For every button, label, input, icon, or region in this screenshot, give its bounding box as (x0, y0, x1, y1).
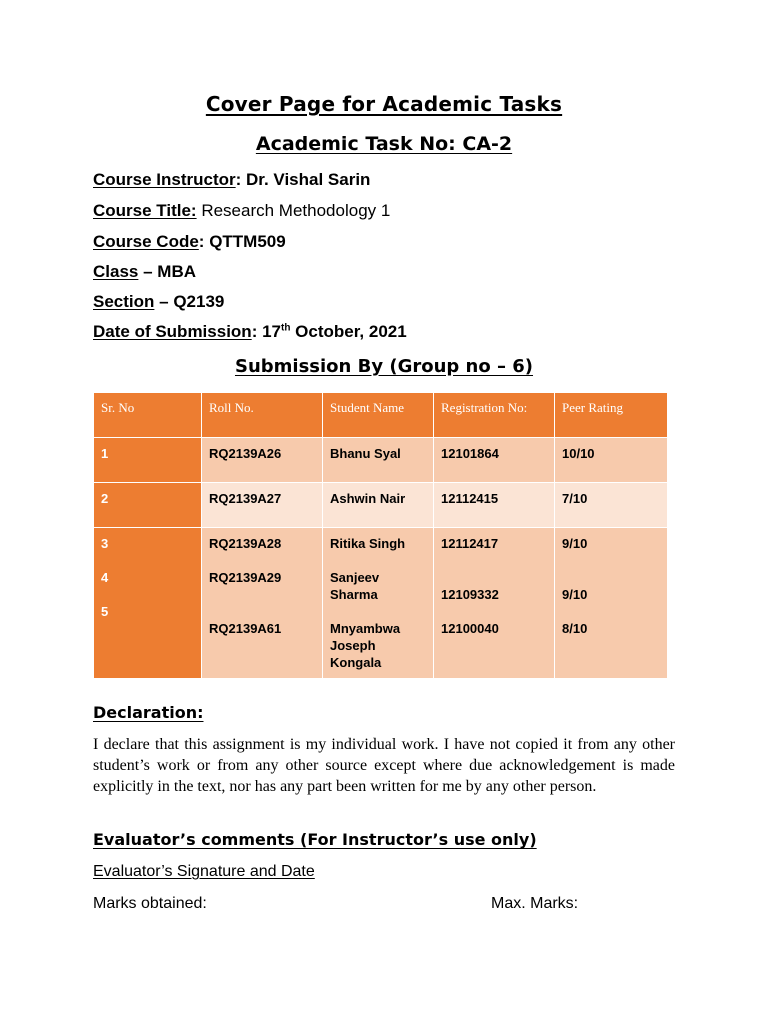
registration-no-cell (434, 483, 555, 528)
submission-date-suffix: th (281, 322, 291, 334)
cell-line (562, 552, 660, 569)
cell-line: RQ2139A61 (209, 621, 282, 636)
cell-line: 9/10 (562, 587, 588, 602)
peer-rating-cell (555, 483, 668, 528)
submission-date-line (93, 322, 407, 342)
cell-line (209, 603, 315, 620)
cell-line: 4 (101, 570, 109, 585)
registration-no-cell (434, 438, 555, 483)
cell-line (209, 586, 315, 603)
cell-line (209, 552, 315, 569)
header-sr-no: Sr. No (94, 393, 202, 438)
course-title-value: Research Methodology 1 (201, 201, 391, 220)
max-marks-label: Max. Marks: (491, 895, 579, 912)
header-peer-rating: Peer Rating (555, 393, 668, 438)
class-label: Class (93, 262, 139, 281)
cell-line (330, 552, 426, 569)
cell-line: 12112415 (441, 491, 499, 506)
sr-no-cell (94, 483, 202, 528)
cell-line (330, 603, 426, 620)
cell-line: 12100040 (441, 621, 499, 636)
cell-line: RQ2139A29 (209, 570, 282, 585)
cell-line: 9/10 (562, 536, 588, 551)
cell-line: Bhanu Syal (330, 446, 401, 461)
page-title: Cover Page for Academic Tasks (205, 92, 563, 116)
group-members-table (93, 392, 668, 679)
header-registration-no: Registration No: (434, 393, 555, 438)
section-label: Section (93, 292, 155, 311)
evaluator-signature-label: Evaluator’s Signature and Date (93, 863, 315, 880)
roll-no-cell (202, 528, 323, 679)
class-value: MBA (157, 262, 196, 281)
roll-no-cell (202, 438, 323, 483)
marks-obtained-label: Marks obtained: (93, 895, 207, 912)
cell-line: 3 (101, 536, 109, 551)
course-title-label: Course Title: (93, 201, 197, 220)
cell-line (441, 552, 547, 569)
cell-line (441, 603, 547, 620)
course-instructor-label: Course Instructor (93, 170, 236, 189)
cell-line: 1 (101, 446, 109, 461)
task-number: Academic Task No: CA-2 (255, 133, 513, 155)
cell-line: Ritika Singh (330, 536, 406, 551)
peer-rating-cell (555, 528, 668, 679)
cell-line: Joseph (330, 638, 376, 653)
cell-line (441, 569, 547, 586)
header-roll-no: Roll No. (202, 393, 323, 438)
cell-line: RQ2139A26 (209, 446, 282, 461)
section-value: Q2139 (173, 292, 225, 311)
cell-line: 8/10 (562, 621, 588, 636)
table-row (94, 483, 668, 528)
cell-line: RQ2139A28 (209, 536, 282, 551)
roll-no-cell (202, 483, 323, 528)
student-name-cell (323, 528, 434, 679)
course-code-sep: : (198, 232, 210, 251)
cell-line: 7/10 (562, 491, 588, 506)
submission-by-heading: Submission By (Group no – 6) (234, 356, 534, 377)
course-code-value: QTTM509 (209, 232, 286, 251)
course-title-line (93, 201, 390, 221)
cell-line (101, 552, 194, 569)
cell-line: RQ2139A27 (209, 491, 282, 506)
student-name-cell (323, 483, 434, 528)
sr-no-cell (94, 528, 202, 679)
sr-no-cell (94, 438, 202, 483)
cell-line (562, 569, 660, 586)
declaration-heading: Declaration: (93, 703, 204, 722)
cell-line: 5 (101, 604, 109, 619)
table-row (94, 438, 668, 483)
declaration-text: I declare that this assignment is my individual work. I have not copied it from any other student’s work or from any other source except where due acknowledgement is made explicitly in the text, nor has any part been written for me by any other person. (93, 736, 675, 795)
course-instructor-value: Dr. Vishal Sarin (246, 170, 371, 189)
cell-line: Sanjeev (330, 570, 380, 585)
cell-line: 2 (101, 491, 109, 506)
submission-date-day: 17 (262, 322, 281, 341)
table-header-row (94, 393, 668, 438)
class-line (93, 262, 196, 282)
submission-date-sep: : (251, 322, 263, 341)
student-name-cell (323, 438, 434, 483)
course-instructor-sep: : (235, 170, 247, 189)
peer-rating-cell (555, 438, 668, 483)
registration-no-cell (434, 528, 555, 679)
section-sep: – (154, 292, 174, 311)
cell-line: 10/10 (562, 446, 595, 461)
submission-date-label: Date of Submission (93, 322, 252, 341)
class-sep: – (138, 262, 158, 281)
cell-line: 12109332 (441, 587, 499, 602)
course-code-line (93, 232, 286, 252)
submission-date-rest: October, 2021 (290, 322, 407, 341)
course-code-label: Course Code (93, 232, 199, 251)
table-row (94, 528, 668, 679)
section-line (93, 292, 224, 312)
course-instructor-line (93, 170, 370, 190)
cell-line: Sharma (330, 587, 378, 602)
cell-line (562, 603, 660, 620)
cell-line: Ashwin Nair (330, 491, 406, 506)
cell-line: Mnyambwa (330, 621, 401, 636)
cell-line: 12101864 (441, 446, 499, 461)
evaluator-comments-heading: Evaluator’s comments (For Instructor’s use only) (93, 830, 537, 849)
header-student-name: Student Name (323, 393, 434, 438)
cell-line: Kongala (330, 655, 382, 670)
cell-line: 12112417 (441, 536, 499, 551)
cell-line (101, 586, 194, 603)
